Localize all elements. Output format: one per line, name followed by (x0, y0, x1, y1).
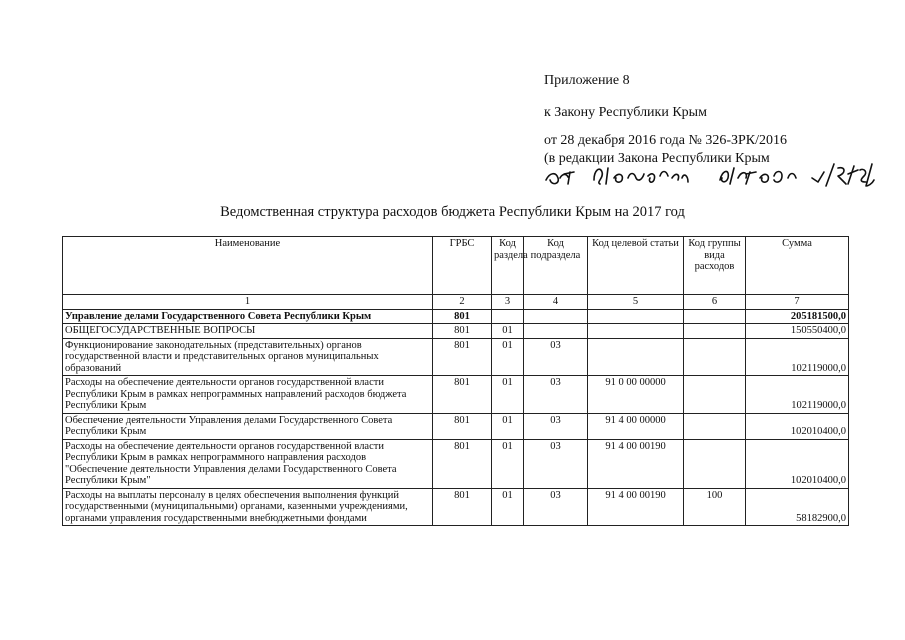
column-header-subsection: Код подраздела (524, 237, 588, 295)
column-number: 6 (684, 295, 746, 310)
row-section: 01 (492, 439, 524, 488)
row-section: 01 (492, 338, 524, 376)
row-target-article: 91 4 00 00000 (588, 413, 684, 439)
row-grbs: 801 (433, 376, 492, 414)
row-subsection: 03 (524, 413, 588, 439)
row-expense-type: 100 (684, 488, 746, 526)
document-title: Ведомственная структура расходов бюджета Республики Крым на 2017 год (220, 204, 685, 220)
column-number-row (63, 295, 849, 310)
row-sum: 205181500,0 (746, 309, 849, 324)
law-date-number: от 28 декабря 2016 года № 326-ЗРК/2016 (544, 133, 788, 148)
row-target-article: 91 4 00 00190 (588, 488, 684, 526)
row-name: Расходы на обеспечение деятельности органов государственной власти Республики Крым в рамках непрограммных направлений расходов бюджета Республики Крым (63, 376, 433, 414)
column-header-sum: Сумма (746, 237, 849, 295)
column-header-grbs: ГРБС (433, 237, 492, 295)
row-section (492, 309, 524, 324)
row-name: Обеспечение деятельности Управления делами Государственного Совета Республики Крым (63, 413, 433, 439)
row-subsection: 03 (524, 338, 588, 376)
row-sum: 58182900,0 (746, 488, 849, 526)
column-number: 7 (746, 295, 849, 310)
column-header-section: Код раздела (492, 237, 524, 295)
column-header-target-article: Код целевой статьи (588, 237, 684, 295)
row-sum: 102010400,0 (746, 439, 849, 488)
row-name: Расходы на обеспечение деятельности органов государственной власти Республики Крым в рамках непрограммного направления расходов "Обеспечение деятельности Управления делами Государственного Совета Республики Крым" (63, 439, 433, 488)
table-row (63, 413, 849, 439)
row-target-article (588, 338, 684, 376)
column-number: 4 (524, 295, 588, 310)
row-expense-type (684, 309, 746, 324)
table-row (63, 309, 849, 324)
column-header-name: Наименование (63, 237, 433, 295)
row-expense-type (684, 338, 746, 376)
column-number: 1 (63, 295, 433, 310)
column-header-expense-type: Код группы вида расходов (684, 237, 746, 295)
row-sum: 102119000,0 (746, 376, 849, 414)
row-subsection: 03 (524, 488, 588, 526)
table-row (63, 338, 849, 376)
row-target-article: 91 0 00 00000 (588, 376, 684, 414)
row-name: Функционирование законодательных (представительных) органов государственной власти и представительных органов муниципальных образований (63, 338, 433, 376)
row-subsection: 03 (524, 376, 588, 414)
handwritten-revision-signature (542, 156, 882, 192)
row-name: Управление делами Государственного Совета Республики Крым (63, 309, 433, 324)
budget-structure-table (62, 236, 849, 526)
column-number: 5 (588, 295, 684, 310)
row-section: 01 (492, 324, 524, 339)
row-grbs: 801 (433, 488, 492, 526)
column-number: 3 (492, 295, 524, 310)
revision-note: (в редакции Закона Республики Крым (544, 151, 770, 166)
row-grbs: 801 (433, 413, 492, 439)
row-target-article (588, 324, 684, 339)
law-reference: к Закону Республики Крым (544, 105, 707, 120)
row-expense-type (684, 376, 746, 414)
row-target-article (588, 309, 684, 324)
row-expense-type (684, 324, 746, 339)
row-subsection (524, 309, 588, 324)
row-target-article: 91 4 00 00190 (588, 439, 684, 488)
row-name: Расходы на выплаты персоналу в целях обеспечения выполнения функций государственными (муниципальными) органами, казенными учреждениями, органами управления государственными внебюджетными фондами (63, 488, 433, 526)
row-subsection: 03 (524, 439, 588, 488)
table-header-row (63, 237, 849, 295)
table-row (63, 324, 849, 339)
row-grbs: 801 (433, 309, 492, 324)
row-subsection (524, 324, 588, 339)
row-expense-type (684, 439, 746, 488)
column-number: 2 (433, 295, 492, 310)
row-sum: 102010400,0 (746, 413, 849, 439)
table-row (63, 488, 849, 526)
row-section: 01 (492, 413, 524, 439)
row-section: 01 (492, 488, 524, 526)
row-grbs: 801 (433, 324, 492, 339)
table-row (63, 439, 849, 488)
row-sum: 150550400,0 (746, 324, 849, 339)
row-section: 01 (492, 376, 524, 414)
row-name: ОБЩЕГОСУДАРСТВЕННЫЕ ВОПРОСЫ (63, 324, 433, 339)
row-expense-type (684, 413, 746, 439)
row-grbs: 801 (433, 439, 492, 488)
row-grbs: 801 (433, 338, 492, 376)
row-sum: 102119000,0 (746, 338, 849, 376)
appendix-number: Приложение 8 (544, 73, 630, 88)
table-row (63, 376, 849, 414)
